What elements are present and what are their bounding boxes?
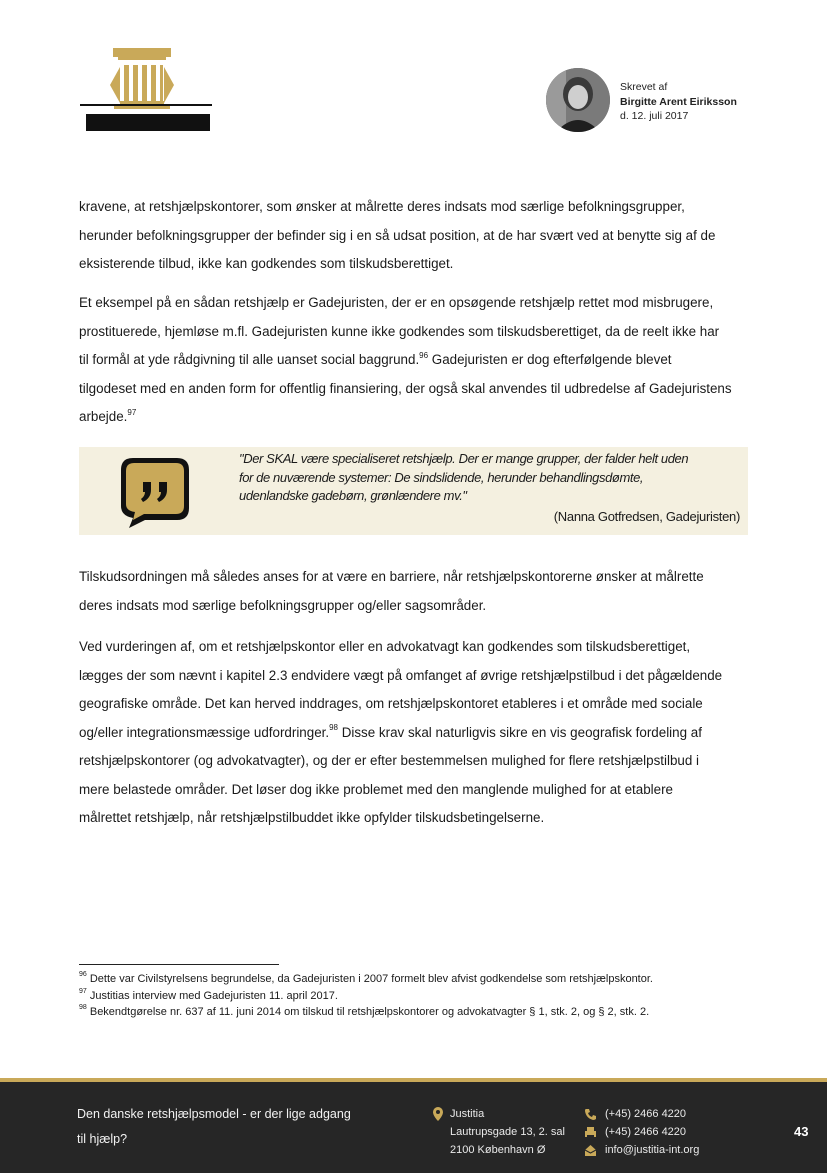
location-pin-icon [432, 1107, 444, 1121]
footnote-ref-96[interactable]: 96 [419, 350, 429, 360]
footnote-96: $^{96}$ Dette var Civilstyrelsens begrundelse, da Gadejuristen i 2007 formelt blev afvist godkendelse som retshjælpskontor. [79, 971, 653, 985]
author-photo [546, 68, 610, 132]
footnote-97: $^{97}$ Justitias interview med Gadejuristen 11. april 2017. [79, 987, 338, 1002]
paragraph-2: Et eksempel på en sådan retshjælp er Gadejuristen, der er en opsøgende retshjælp rettet mod misbrugere, prostituerede, hjemløse m.fl. Gadejuristen kunne ikke godkendes som tilskudsberettiget, da de reelt ikke har til formål at yde rådgivning til alle uanset social baggrund.$^{96}$ Gadejuristen er dog efterfølgende blevet tilgodeset med en anden form for offentlig finansiering, der også skal anvendes til udbredelse af Gadejuristens arbejde.$^{97}$ [79, 295, 732, 424]
paragraph-3: Tilskudsordningen må således anses for at være en barriere, når retshjælpskontorerne ønsker at målrette deres indsats mod særlige befolkningsgrupper og/eller sagsområder. [79, 569, 704, 613]
footnote-ref-97[interactable]: 97 [127, 407, 137, 417]
quote-box [79, 447, 748, 535]
phone-icon [584, 1108, 597, 1121]
footer-address [432, 1105, 565, 1159]
quote-source: (Nanna Gotfredsen, Gadejuristen) [553, 509, 740, 524]
footer-email[interactable]: info@justitia-int.org [605, 1144, 700, 1156]
written-by-label: Skrevet af [620, 81, 668, 93]
author-date: d. 12. juli 2017 [620, 110, 689, 122]
paragraph-4: Ved vurderingen af, om et retshjælpskontor eller en advokatvagt kan godkendes som tilskudsberettiget, lægges der som nævnt i kapitel 2.3 endvidere vægt på omfanget af øvrige retshjælpstilbud i det pågældende geografiske område. Det kan herved inddrages, om retshjælpskontoret etableres i et område med sociale og/eller integrationsmæssige udfordringer.$^{98}$ Disse krav skal naturligvis sikre en vis geografisk fordeling af retshjælpskontorer (og advokatvagter), og der er efter bestemmelsen mulighed for flere retshjælpstilbud i mere belastede områder. Det løser dog ikke problemet med den manglende mulighed for at etablere målrettet retshjælp, når retshjælpstilbuddet ikke opfylder tilskudsbetingelserne. [79, 639, 723, 825]
paragraph-1: kravene, at retshjælpskontorer, som ønsker at målrette deres indsats mod særlige befolkningsgrupper, herunder befolkningsgrupper der befinder sig i en så udsat position, at de har svært ved at benytte sig af de eksisterende tilbud, ikke kan godkendes som tilskudsberettiget. [79, 199, 716, 271]
footer-fax: (+45) 2466 4220 [605, 1126, 687, 1138]
footer-city: 2100 København Ø [450, 1144, 546, 1156]
author-name: Birgitte Arent Eiriksson [620, 95, 737, 108]
quote-bubble-icon [119, 456, 191, 528]
page-footer [0, 1078, 827, 1173]
footer-org: Justitia [450, 1108, 485, 1120]
fax-icon [584, 1126, 597, 1139]
footer-street: Lautrupsgade 13, 2. sal [450, 1126, 565, 1138]
footnote-98: $^{98}$ Bekendtgørelse nr. 637 af 11. juni 2014 om tilskud til retshjælpskontorer og advokatvagter § 1, stk. 2, og § 2, stk. 2. [79, 1004, 650, 1018]
footer-contact [584, 1105, 699, 1159]
page-number: 43 [794, 1124, 809, 1139]
temple-icon [110, 48, 174, 109]
justitia-logo [80, 45, 212, 135]
footnotes [79, 971, 653, 1021]
footnote-divider [79, 964, 279, 965]
footnote-ref-98[interactable]: 98 [329, 723, 338, 733]
quote-text: "Der SKAL være specialiseret retshjælp. Der er mange grupper, der falder helt uden for de nuværende systemer: De sindslidende, herunder behandlingsdømte, udenlandske gadebørn, grønlændere mv." [239, 451, 689, 503]
footer-title: Den danske retshjælpsmodel - er der lige adgang til hjælp? [77, 1107, 351, 1146]
footer-phone[interactable]: (+45) 2466 4220 [605, 1108, 687, 1120]
email-icon [584, 1144, 597, 1157]
